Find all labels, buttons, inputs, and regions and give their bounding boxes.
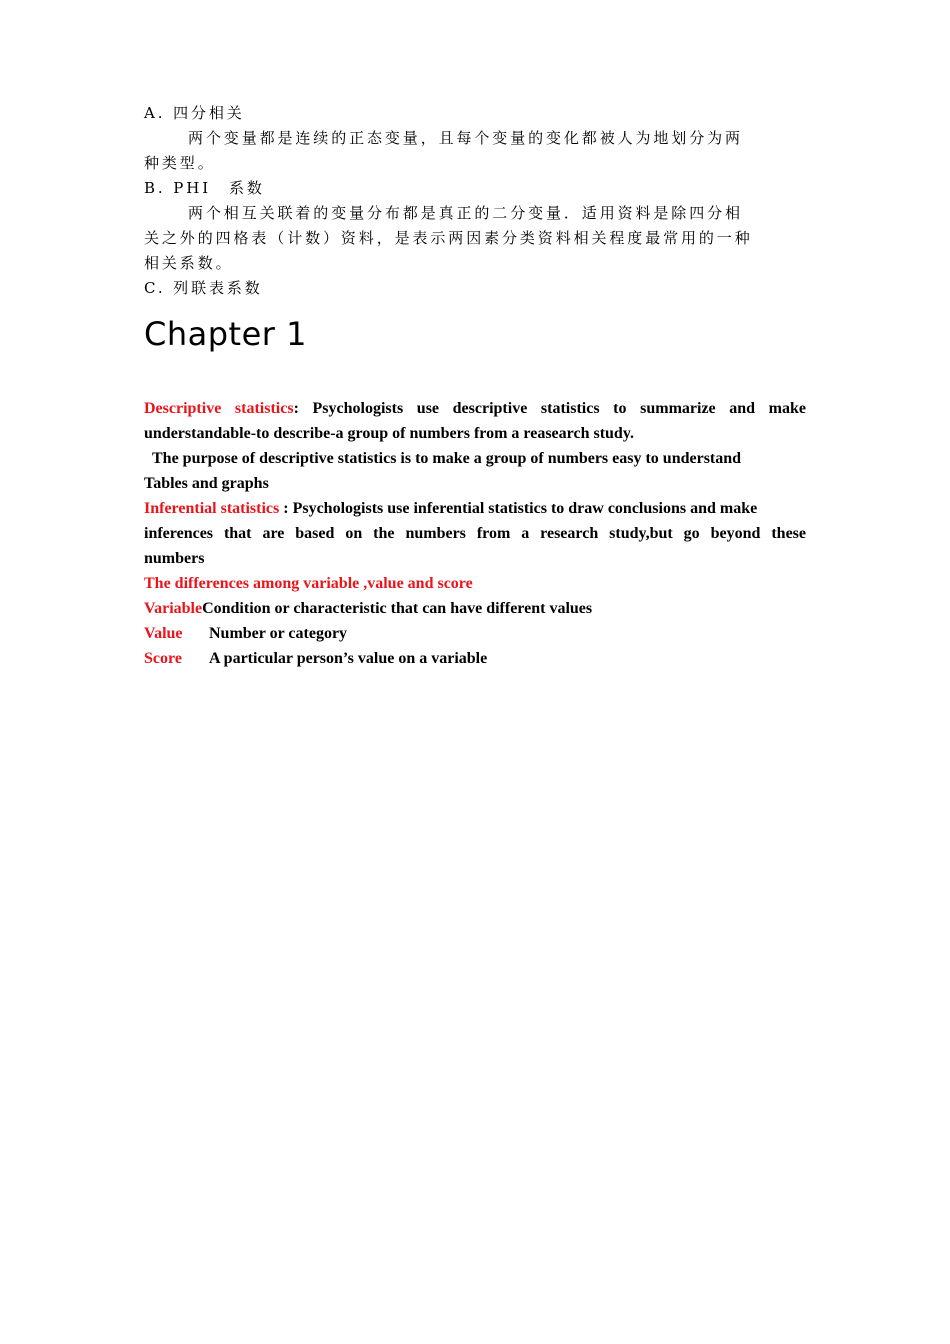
definition-row-variable — [144, 596, 806, 621]
section-a-body-line2: 种类型。 — [144, 154, 216, 172]
descriptive-line2: understandable-to describe-a group of numbers from a reasearch study. — [144, 425, 634, 442]
inferential-line3: numbers — [144, 550, 205, 567]
descriptive-line1-text: Psychologists use descriptive statistics to summarize and make — [298, 400, 806, 417]
section-a-body-line1: 两个变量都是连续的正态变量，且每个变量的变化都被人为地划分为两 — [188, 129, 743, 147]
descriptive-line1 — [144, 396, 806, 421]
section-b-body-line3: 相关系数。 — [144, 254, 234, 272]
definition-term: Value — [144, 625, 183, 642]
inferential-line1 — [144, 496, 806, 521]
definition-text: Number or category — [209, 625, 348, 642]
section-b-heading: B. PHI 系数 — [144, 179, 265, 197]
tables-line: Tables and graphs — [144, 475, 269, 492]
section-b-body-line1: 两个相互关联着的变量分布都是真正的二分变量．适用资料是除四分相 — [188, 204, 743, 222]
inferential-line2: inferences that are based on the numbers from a research study,but go beyond these — [144, 525, 806, 542]
descriptive-colon: : — [293, 400, 299, 417]
inferential-line1-text: : Psychologists use inferential statistics to draw conclusions and make — [279, 500, 758, 517]
chapter-title: Chapter 1 — [144, 315, 307, 353]
purpose-line: The purpose of descriptive statistics is to make a group of numbers easy to understand — [152, 450, 742, 467]
definition-text: Condition or characteristic that can have different values — [202, 600, 593, 617]
inferential-term: Inferential statistics — [144, 500, 280, 517]
section-a-heading: A. 四分相关 — [144, 104, 245, 122]
descriptive-term: Descriptive statistics — [144, 400, 294, 417]
section-c-heading: C. 列联表系数 — [144, 279, 263, 297]
definition-text: A particular person’s value on a variable — [209, 650, 488, 667]
definition-row-score — [144, 646, 806, 671]
differences-heading: The differences among variable ,value and score — [144, 575, 473, 592]
section-b-body-line2: 关之外的四格表（计数）资料，是表示两因素分类资料相关程度最常用的一种 — [144, 229, 753, 247]
definition-term: Variable — [144, 600, 203, 617]
definition-row-value — [144, 621, 806, 646]
definition-term: Score — [144, 650, 182, 667]
